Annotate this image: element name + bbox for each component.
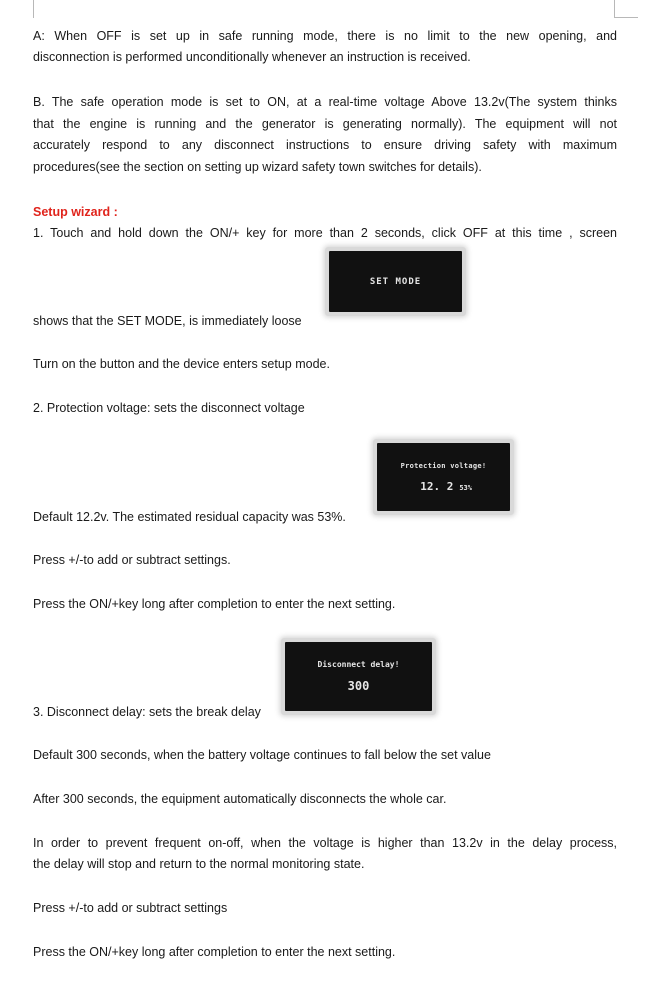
lcd-set-mode-text: SET MODE: [369, 276, 422, 287]
paragraph-b-line-3: accurately respond to any disconnect instructions to ensure driving safety with maximum: [33, 138, 617, 152]
paragraph-a-line-1: A: When OFF is set up in safe running mode, there is no limit to the new opening, and: [33, 29, 617, 43]
step-3-title: 3. Disconnect delay: sets the break delay: [33, 705, 261, 719]
step-1-line-2: shows that the SET MODE, is immediately loose: [33, 314, 302, 328]
step-2-press-next: Press the ON/+key long after completion to enter the next setting.: [33, 597, 396, 611]
lcd-set-mode-display: [329, 251, 462, 312]
page-corner-mark-left: [30, 0, 34, 18]
step-1-line-1: 1. Touch and hold down the ON/+ key for more than 2 seconds, click OFF at this time , screen: [33, 226, 617, 240]
paragraph-b-line-4: procedures(see the section on setting up wizard safety town switches for details).: [33, 160, 482, 174]
step-2-press-adjust: Press +/-to add or subtract settings.: [33, 553, 231, 567]
step-3-default-text: Default 300 seconds, when the battery voltage continues to fall below the set value: [33, 748, 491, 762]
step-2-default-text: Default 12.2v. The estimated residual capacity was 53%.: [33, 510, 346, 524]
step-1-line-3: Turn on the button and the device enters setup mode.: [33, 357, 330, 371]
step-3-after-text: After 300 seconds, the equipment automatically disconnects the whole car.: [33, 792, 447, 806]
lcd-disconnect-delay-label: Disconnect delay!: [317, 660, 400, 669]
lcd-protection-voltage-value-row: [387, 480, 500, 493]
step-2-title: 2. Protection voltage: sets the disconnect voltage: [33, 401, 305, 415]
lcd-protection-voltage-value: 12. 2: [420, 479, 454, 493]
step-3-press-next: Press the ON/+key long after completion to enter the next setting.: [33, 945, 396, 959]
paragraph-b-line-1: B. The safe operation mode is set to ON, at a real-time voltage Above 13.2v(The system thinks: [33, 95, 617, 109]
page-corner-mark-right-horizontal: [614, 17, 638, 19]
page-corner-mark-right: [614, 0, 616, 18]
lcd-protection-voltage-display: [377, 443, 510, 511]
step-3-press-adjust: Press +/-to add or subtract settings: [33, 901, 228, 915]
lcd-disconnect-delay-value: 300: [347, 679, 370, 693]
lcd-protection-voltage-capacity: 53%: [459, 483, 472, 492]
step-3-prevent-line-2: the delay will stop and return to the normal monitoring state.: [33, 857, 365, 871]
step-3-prevent-line-1: In order to prevent frequent on-off, when the voltage is higher than 13.2v in the delay process,: [33, 836, 617, 850]
paragraph-b-line-2: that the engine is running and the generator is generating normally). The equipment will not: [33, 117, 617, 131]
setup-wizard-heading: Setup wizard :: [33, 205, 118, 219]
lcd-disconnect-delay-display: [285, 642, 432, 711]
paragraph-a-line-2: disconnection is performed unconditionally whenever an instruction is received.: [33, 50, 471, 64]
lcd-protection-voltage-label: Protection voltage!: [400, 461, 487, 470]
